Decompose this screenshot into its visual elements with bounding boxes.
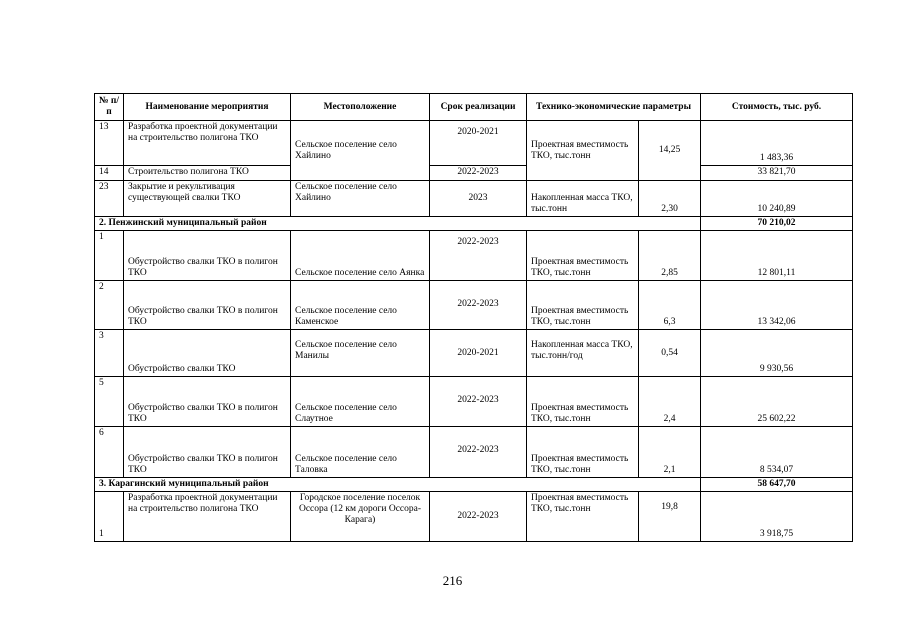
- row-name: Обустройство свалки ТКО в полигон ТКО: [124, 281, 291, 330]
- table-row: [95, 231, 853, 281]
- row-param-value: 6,3: [639, 281, 701, 330]
- row-param-value: 2,1: [639, 427, 701, 478]
- row-param-value: 2,85: [639, 231, 701, 281]
- table-row: [95, 330, 853, 377]
- section-row: [95, 217, 853, 231]
- row-location: Сельское поселение село Манилы: [291, 330, 430, 377]
- row-cost: 13 342,06: [701, 281, 853, 330]
- row-cost: 12 801,11: [701, 231, 853, 281]
- row-num: 2: [95, 281, 124, 330]
- row-location: Сельское поселение село Аянка: [291, 231, 430, 281]
- row-period: 2023: [430, 181, 527, 217]
- table-row: [95, 281, 853, 330]
- row-num: 23: [95, 181, 124, 217]
- row-cost: 8 534,07: [701, 427, 853, 478]
- section-total: 70 210,02: [701, 217, 853, 231]
- row-num: 3: [95, 330, 124, 377]
- row-location: Сельское поселение село Каменское: [291, 281, 430, 330]
- row-param-name: Проектная вместимость ТКО, тыс.тонн: [527, 231, 639, 281]
- row-param-name: Проектная вместимость ТКО, тыс.тонн: [527, 427, 639, 478]
- row-location: Сельское поселение село Слаутное: [291, 377, 430, 427]
- row-name: Обустройство свалки ТКО в полигон ТКО: [124, 377, 291, 427]
- table-row: [95, 181, 853, 217]
- row-param-value: 2,4: [639, 377, 701, 427]
- row-period: 2022-2023: [430, 427, 527, 478]
- row-period: 2022-2023: [430, 377, 527, 427]
- section-title: 2. Пенжинский муниципальный район: [95, 217, 701, 231]
- row-location: Сельское поселение село Хайлино: [291, 181, 430, 217]
- row-param-name: Проектная вместимость ТКО, тыс.тонн: [527, 492, 639, 542]
- row-period: 2022-2023: [430, 231, 527, 281]
- row-param-name: Накопленная масса ТКО, тыс.тонн/год: [527, 330, 639, 377]
- row-location: Городское поселение поселок Оссора (12 км дороги Оссора-Карага): [291, 492, 430, 542]
- row-param-name: Проектная вместимость ТКО, тыс.тонн: [527, 281, 639, 330]
- row-period: 2020-2021: [430, 330, 527, 377]
- table-header-row: [95, 94, 853, 121]
- row-name: Обустройство свалки ТКО: [124, 330, 291, 377]
- row-location: Сельское поселение село Таловка: [291, 427, 430, 478]
- row-period: 2022-2023: [430, 281, 527, 330]
- header-cost: Стоимость, тыс. руб.: [701, 94, 853, 121]
- header-num: № п/п: [95, 94, 124, 121]
- measures-table: [94, 93, 853, 542]
- row-param-name: Накопленная масса ТКО, тыс.тонн: [527, 181, 639, 217]
- row-param-name: Проектная вместимость ТКО, тыс.тонн: [527, 377, 639, 427]
- row-num: 13: [95, 121, 124, 166]
- table-row: [95, 427, 853, 478]
- section-total: 58 647,70: [701, 478, 853, 492]
- header-location: Местоположение: [291, 94, 430, 121]
- table-row: [95, 166, 853, 181]
- row-name: Обустройство свалки ТКО в полигон ТКО: [124, 427, 291, 478]
- row-num: 1: [95, 492, 124, 542]
- row-period: 2022-2023: [430, 492, 527, 542]
- header-period: Срок реализации: [430, 94, 527, 121]
- row-period: 2020-2021: [430, 121, 527, 166]
- row-cost: 25 602,22: [701, 377, 853, 427]
- page-number: 216: [442, 573, 463, 588]
- row-num: 6: [95, 427, 124, 478]
- table-row: [95, 121, 853, 166]
- header-name: Наименование мероприятия: [124, 94, 291, 121]
- section-row: [95, 478, 853, 492]
- row-name: Обустройство свалки ТКО в полигон ТКО: [124, 231, 291, 281]
- row-num: 14: [95, 166, 124, 181]
- row-cost: 9 930,56: [701, 330, 853, 377]
- row-period: 2022-2023: [430, 166, 527, 181]
- row-name: Закрытие и рекультивация существующей свалки ТКО: [124, 181, 291, 217]
- header-params: Технико-экономические параметры: [527, 94, 701, 121]
- row-cost: 10 240,89: [701, 181, 853, 217]
- table-row: [95, 377, 853, 427]
- row-param-value: 19,8: [639, 492, 701, 542]
- row-cost: 3 918,75: [701, 492, 853, 542]
- table-row: [95, 492, 853, 542]
- row-param-name: Проектная вместимость ТКО, тыс.тонн: [527, 121, 639, 181]
- row-name: Разработка проектной документации на строительство полигона ТКО: [124, 121, 291, 166]
- row-name: Строительство полигона ТКО: [124, 166, 291, 181]
- row-location: Сельское поселение село Хайлино: [291, 121, 430, 181]
- row-cost: 1 483,36: [701, 121, 853, 166]
- row-param-value: 0,54: [639, 330, 701, 377]
- row-num: 1: [95, 231, 124, 281]
- row-num: 5: [95, 377, 124, 427]
- section-title: 3. Карагинский муниципальный район: [95, 478, 701, 492]
- row-name: Разработка проектной документации на строительство полигона ТКО: [124, 492, 291, 542]
- row-cost: 33 821,70: [701, 166, 853, 181]
- row-param-value: 14,25: [639, 121, 701, 181]
- row-param-value: 2,30: [639, 181, 701, 217]
